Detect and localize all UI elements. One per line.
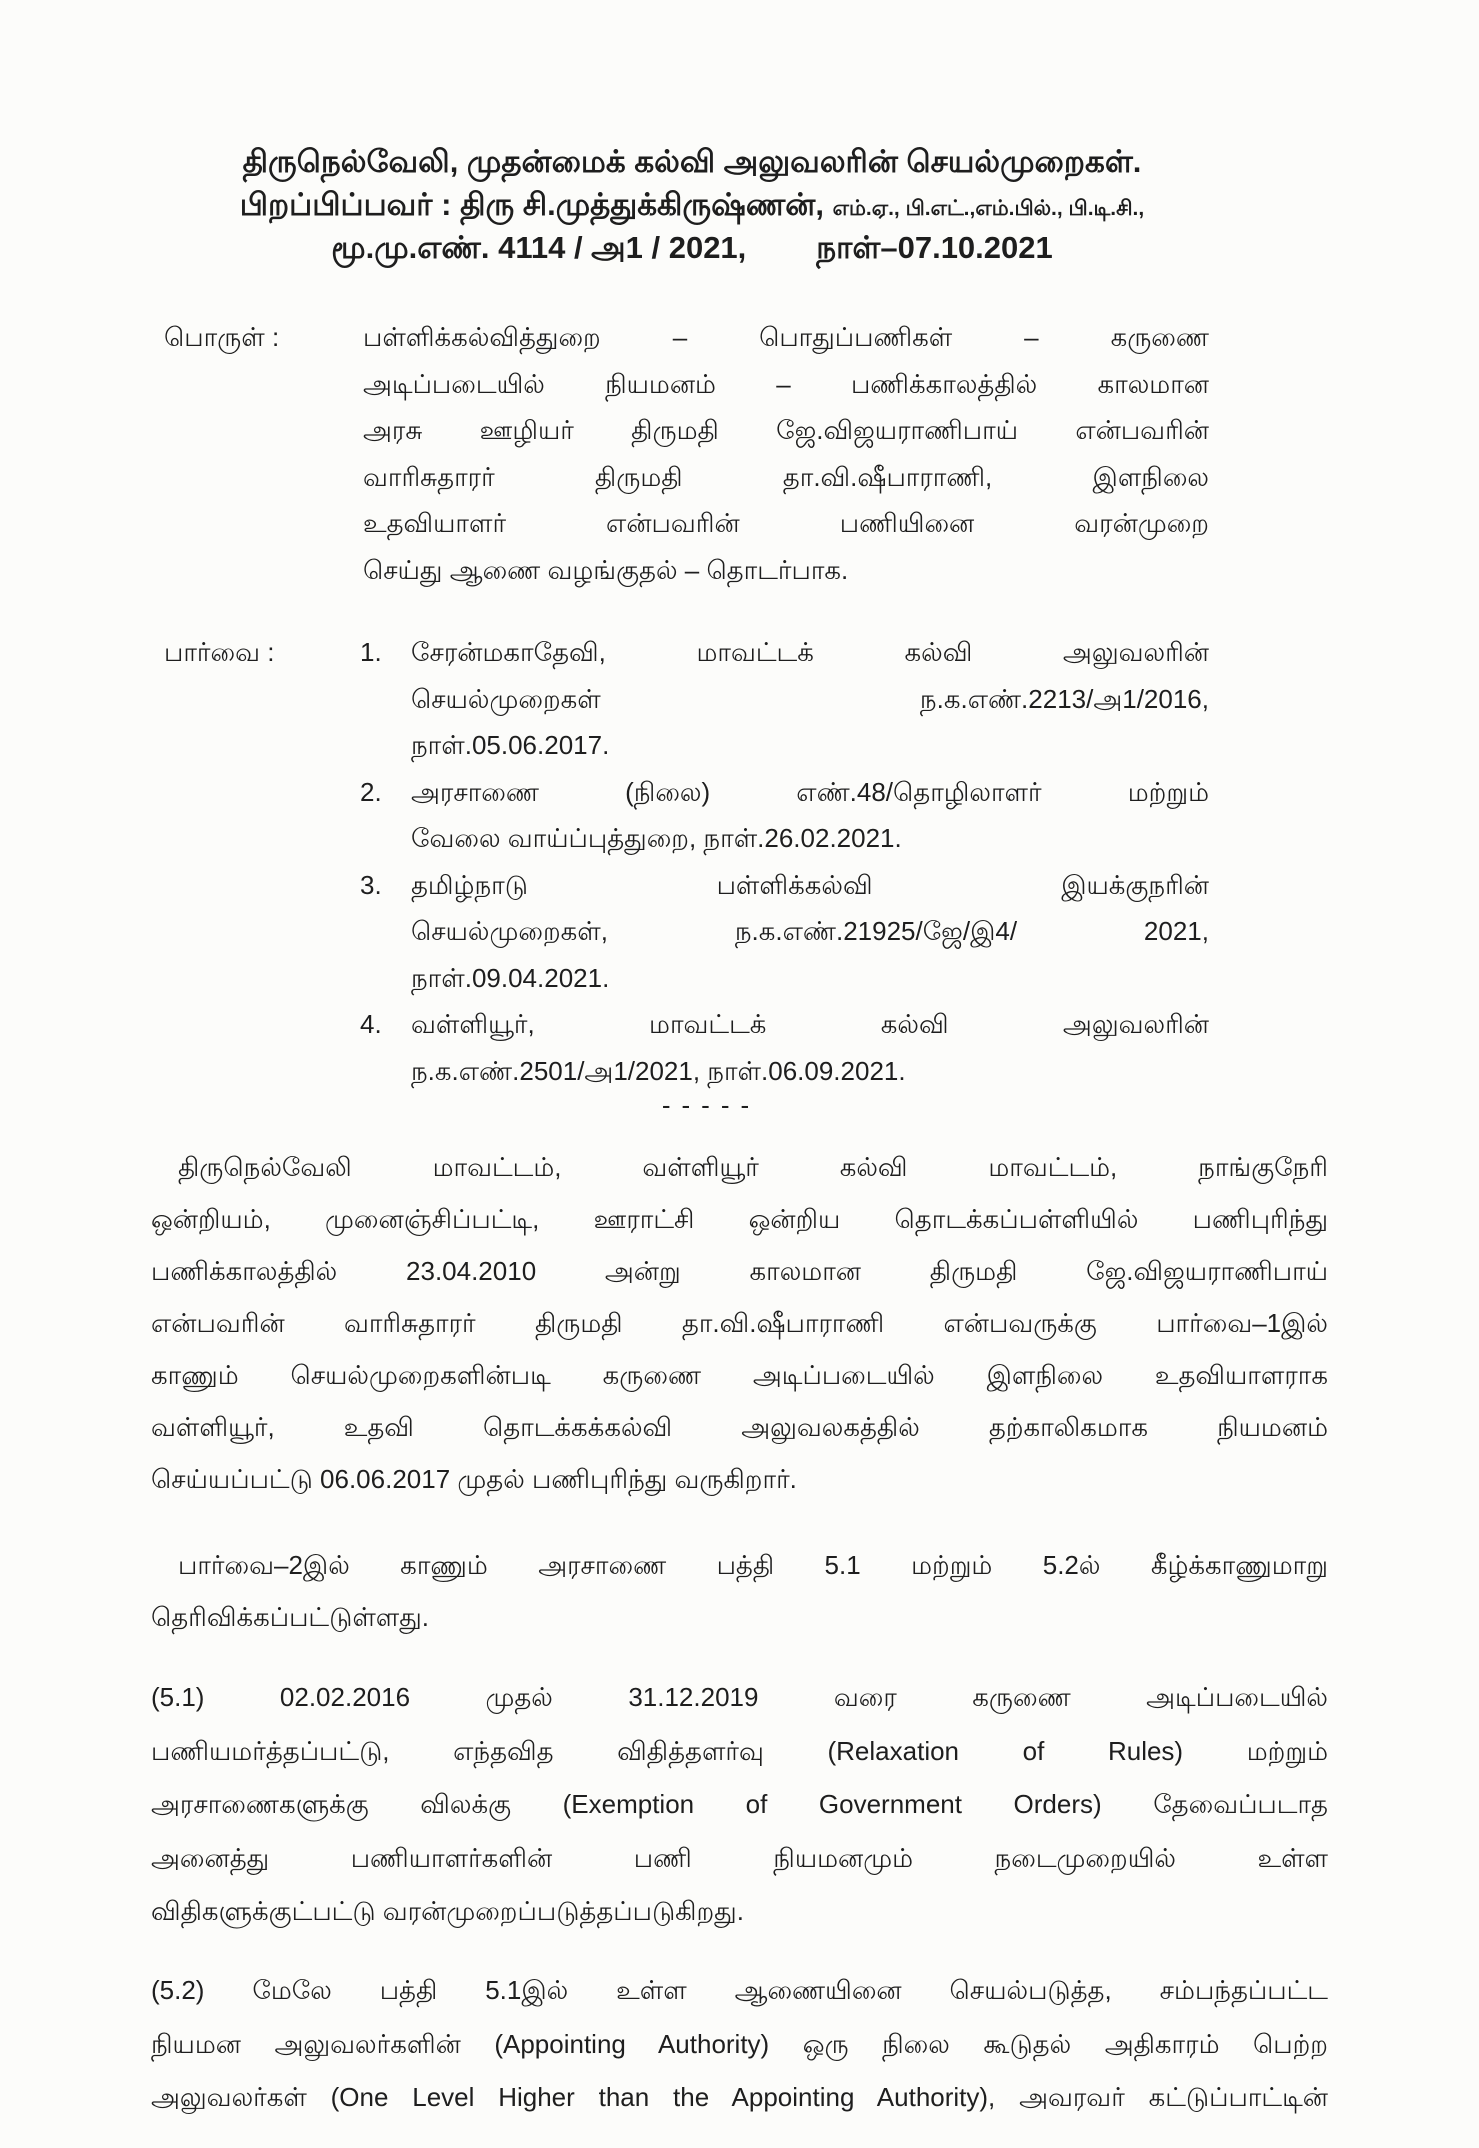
paragraph-line: தெரிவிக்கப்பட்டுள்ளது. <box>151 1602 430 1632</box>
references-list <box>360 629 1209 1094</box>
section-separator: ----- <box>661 1090 761 1120</box>
subject-line: உதவியாளர் என்பவரின் பணியினை வரன்முறை <box>363 508 1209 538</box>
subject-line: வாரிசுதாரர் திருமதி தா.வி.ஷீபாராணி, இளநிலை <box>363 461 1209 492</box>
header-title: திருநெல்வேலி, முதன்மைக் கல்வி அலுவலரின் செயல்முறைகள். <box>242 144 1142 179</box>
proceedings-number: மூ.மு.எண். 4114 / அ1 / 2021, <box>331 230 747 265</box>
paragraph-line: என்பவரின் வாரிசுதாரர் திருமதி தா.வி.ஷீபாராணி என்பவருக்கு பார்வை–1இல் <box>151 1308 1328 1338</box>
body-paragraph-1 <box>151 1141 1328 1505</box>
paragraph-line: (5.2) மேலே பத்தி 5.1இல் உள்ள ஆணையினை செயல்படுத்த, சம்பந்தப்பட்ட <box>151 1975 1328 2005</box>
issuer-degrees: எம்.ஏ., பி.எட்.,எம்.பில்., பி.டி.சி., <box>832 197 1145 220</box>
paragraph-line: பார்வை–2இல் காணும் அரசாணை பத்தி 5.1 மற்றும் 5.2ல் கீழ்க்காணுமாறு <box>178 1550 1328 1580</box>
reference-line: வேலை வாய்ப்புத்துறை, நாள்.26.02.2021. <box>411 823 902 853</box>
paragraph-line: (5.1) 02.02.2016 முதல் 31.12.2019 வரை கருணை அடிப்படையில் <box>151 1682 1328 1712</box>
reference-number: 2. <box>360 776 382 807</box>
subject-line: பள்ளிக்கல்வித்துறை – பொதுப்பணிகள் – கருணை <box>363 322 1209 352</box>
subject-line: அடிப்படையில் நியமனம் – பணிக்காலத்தில் காலமான <box>363 368 1209 399</box>
subject-label: பொருள் : <box>164 322 280 352</box>
body-paragraph-2 <box>151 1539 1328 1643</box>
reference-line: தமிழ்நாடு பள்ளிக்கல்வி இயக்குநரின் <box>411 869 1209 900</box>
subject-line: செய்து ஆணை வழங்குதல் – தொடர்பாக. <box>363 554 849 585</box>
issuer-label: பிறப்பிப்பவர் : <box>239 187 452 222</box>
subject-text <box>363 314 1209 593</box>
reference-number: 3. <box>360 869 382 900</box>
reference-line: நாள்.05.06.2017. <box>411 730 610 760</box>
reference-item-4 <box>360 1001 1209 1094</box>
reference-line: வள்ளியூர், மாவட்டக் கல்வி அலுவலரின் <box>411 1009 1209 1039</box>
paragraph-line: அனைத்து பணியாளர்களின் பணி நியமனமும் நடைமுறையில் உள்ள <box>151 1842 1328 1873</box>
issuer-name: திரு சி.முத்துக்கிருஷ்ணன், <box>460 187 824 222</box>
reference-line: அரசாணை (நிலை) எண்.48/தொழிலாளர் மற்றும் <box>411 776 1209 807</box>
references-label: பார்வை : <box>164 637 275 667</box>
paragraph-line: காணும் செயல்முறைகளின்படி கருணை அடிப்படையில் இளநிலை உதவியாளராக <box>151 1360 1328 1390</box>
paragraph-line: அரசாணைகளுக்கு விலக்கு (Exemption of Government Orders) தேவைப்படாத <box>151 1789 1328 1819</box>
reference-item-3 <box>360 862 1209 1002</box>
reference-item-1 <box>360 629 1209 769</box>
reference-line: செயல்முறைகள் ந.க.எண்.2213/அ1/2016, <box>411 683 1209 714</box>
reference-item-2 <box>360 769 1209 862</box>
reference-line: நாள்.09.04.2021. <box>411 962 610 993</box>
paragraph-line: பணிக்காலத்தில் 23.04.2010 அன்று காலமான திருமதி ஜே.விஜயராணிபாய் <box>151 1256 1328 1286</box>
paragraph-line: திருநெல்வேலி மாவட்டம், வள்ளியூர் கல்வி மாவட்டம், நாங்குநேரி <box>178 1152 1328 1182</box>
reference-number: 4. <box>360 1009 382 1039</box>
paragraph-line: ஒன்றியம், முனைஞ்சிப்பட்டி, ஊராட்சி ஒன்றிய தொடக்கப்பள்ளியில் பணிபுரிந்து <box>151 1204 1328 1234</box>
reference-number-line <box>100 226 1284 269</box>
paragraph-line: நியமன அலுவலர்களின் (Appointing Authority) ஒரு நிலை கூடுதல் அதிகாரம் பெற்ற <box>151 2028 1328 2059</box>
paragraph-line: விதிகளுக்குட்பட்டு வரன்முறைப்படுத்தப்படுகிறது. <box>151 1896 744 1926</box>
reference-number: 1. <box>360 637 382 667</box>
proceedings-date: நாள்–07.10.2021 <box>816 230 1053 265</box>
issuer-line <box>100 183 1284 226</box>
reference-line: செயல்முறைகள், ந.க.எண்.21925/ஜே/இ4/ 2021, <box>411 916 1209 946</box>
subject-line: அரசு ஊழியர் திருமதி ஜே.விஜயராணிபாய் என்பவரின் <box>363 415 1209 445</box>
paragraph-line: வள்ளியூர், உதவி தொடக்கக்கல்வி அலுவலகத்தில் தற்காலிகமாக நியமனம் <box>151 1412 1328 1442</box>
reference-line: ந.க.எண்.2501/அ1/2021, நாள்.06.09.2021. <box>411 1055 906 1086</box>
body-paragraph-5-1 <box>151 1671 1328 1939</box>
paragraph-line: அலுவலர்கள் (One Level Higher than the Appointing Authority), அவரவர் கட்டுப்பாட்டின் <box>151 2082 1328 2112</box>
body-paragraph-5-2 <box>151 1964 1328 2125</box>
reference-line: சேரன்மகாதேவி, மாவட்டக் கல்வி அலுவலரின் <box>411 637 1209 667</box>
paragraph-line: செய்யப்பட்டு 06.06.2017 முதல் பணிபுரிந்து வருகிறார். <box>151 1464 797 1494</box>
paragraph-line: பணியமர்த்தப்பட்டு, எந்தவித விதித்தளர்வு (Relaxation of Rules) மற்றும் <box>151 1735 1328 1766</box>
document-header <box>100 140 1284 269</box>
